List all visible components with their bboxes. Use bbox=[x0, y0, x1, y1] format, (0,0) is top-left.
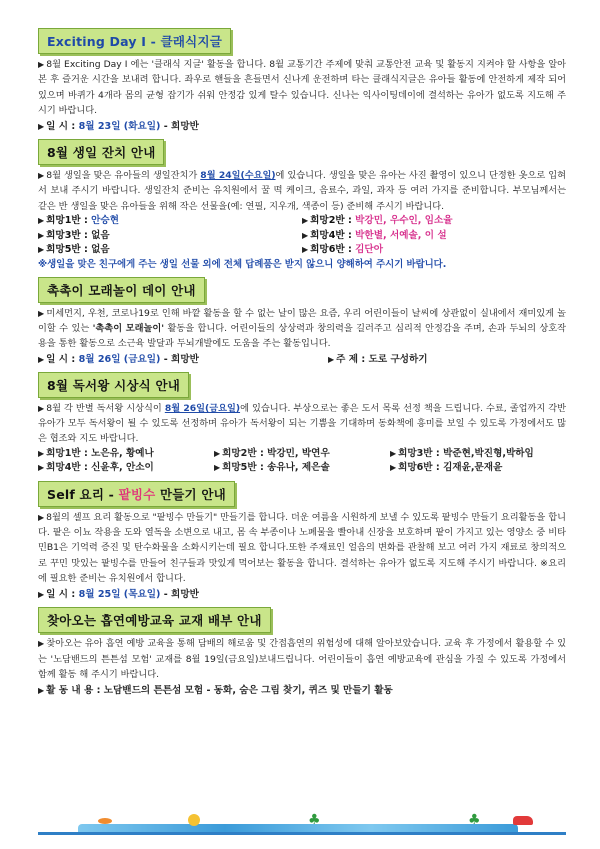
bullet-icon: ▶ bbox=[38, 448, 45, 458]
schedule-class: - 희망반 bbox=[163, 121, 199, 133]
list-item: ▶ 희망2반 : 박강민, 박연우 bbox=[213, 447, 330, 459]
section-reading-award bbox=[38, 372, 566, 476]
birthday-list bbox=[38, 214, 566, 258]
fish-icon bbox=[98, 818, 112, 824]
bullet-icon: ▶ bbox=[328, 354, 335, 364]
section-body: ▶ 8월 생일을 맞은 유아들의 생일잔치가 8월 24일(수요일)에 있습니다. 생일을 맞은 유아는 사진 촬영이 있으니 단정한 옷으로 입혀서 보내 주시기 바랍니다. 생일잔치 준비는 유치원에서 꿀 떡 케이크, 음료수, 과일, 과자 등 여러 가지를 준비합니다. 부모님께서는 같은 반 생일을 맞은 유아들을 위해 작은 선물을(예: 연필, 지우개, 색종이 등) 준비해 주시기 바랍니다. bbox=[38, 170, 566, 212]
birthday-note: ※생일을 맞은 친구에게 주는 생일 선물 외에 전체 답례품은 받지 않으니 양해하여 주시기 바랍니다. bbox=[38, 258, 447, 270]
car-icon bbox=[513, 816, 533, 825]
section-body: ▶ 미세먼지, 우천, 코로나19로 인해 바깥 활동을 할 수 없는 날이 많은 요즘, 우리 어린이들이 날씨에 상관없이 실내에서 재미있게 놀이할 수 있는 '촉촉이 모래놀이' 활동을 합니다. 어린이들의 상상력과 창의력을 길러주고 심리적 안정감을 주며, 손과 두뇌의 상호작용을 통한 활동으로 소근육 발달과 두뇌개발에도 도움을 주는 활동입니다. bbox=[38, 307, 567, 350]
list-item: ▶ 희망4반 : 신윤후, 안소이 bbox=[38, 462, 154, 474]
section-title: Exciting Day Ⅰ - 클래식지글 bbox=[38, 28, 231, 54]
bullet-icon: ▶ bbox=[302, 216, 309, 226]
section-self-cooking bbox=[38, 481, 566, 602]
bullet-icon: ▶ bbox=[38, 60, 45, 69]
bullet-icon: ▶ bbox=[38, 216, 45, 226]
list-item: ▶ 희망5반 : 없음 bbox=[38, 244, 110, 256]
bullet-icon: ▶ bbox=[38, 245, 45, 255]
schedule-date: 8월 26일 (금요일) bbox=[78, 353, 161, 365]
bullet-icon: ▶ bbox=[213, 463, 221, 473]
wave-icon bbox=[78, 824, 518, 832]
award-list bbox=[38, 447, 566, 476]
section-title: 8월 독서왕 시상식 안내 bbox=[38, 372, 189, 398]
newsletter-page bbox=[38, 28, 566, 703]
bullet-icon: ▶ bbox=[38, 354, 45, 364]
bullet-icon: ▶ bbox=[38, 463, 45, 473]
award-date: 8월 26일(금요일) bbox=[164, 402, 241, 414]
bullet-icon: ▶ bbox=[213, 448, 221, 458]
bullet-icon: ▶ bbox=[38, 171, 45, 181]
palm-tree-icon: ♣ bbox=[308, 812, 321, 828]
section-exciting-day bbox=[38, 28, 566, 134]
bullet-icon: ▶ bbox=[38, 230, 45, 240]
palm-tree-icon: ♣ bbox=[468, 812, 481, 828]
section-body: ▶ 8월 Exciting Day Ⅰ 에는 '클래식 지글' 활동을 합니다. 8월 교통기간 주제에 맞춰 교통안전 교육 및 활동지 지켜야 할 사항을 알아본 후 즐거운 시간을 보내려 합니다. 좌우로 핸들을 흔들면서 신나게 운전하며 타는 클래식지글은 유아들 활동에 안전하게 제작 되어 있으며 바퀴가 4개라 몸의 균형 잡기가 쉬워 안정감 있게 탈수 있습니다. 신나는 익사이팅데이에 결석하는 유아가 없도록 지도해 주시기 바랍니다. bbox=[38, 59, 566, 116]
section-title: 찾아오는 흡연예방교육 교재 배부 안내 bbox=[38, 607, 271, 633]
list-item: ▶ 희망2반 : 박강민, 우수인, 임소율 bbox=[302, 215, 453, 227]
bullet-icon: ▶ bbox=[389, 448, 397, 458]
sun-icon bbox=[188, 814, 200, 826]
schedule-line: ▶ 일 시 : 8월 26일 (금요일) - 희망반 ▶ 주 제 : 도로 구성하기 bbox=[38, 353, 428, 365]
schedule-line: ▶ 일 시 : 8월 23일 (화요일) - 희망반 bbox=[38, 121, 199, 133]
bullet-icon: ▶ bbox=[302, 245, 309, 255]
bullet-icon: ▶ bbox=[38, 686, 45, 696]
list-item: ▶ 희망1반 : 안승현 bbox=[38, 215, 119, 227]
activity-line: ▶ 활 동 내 용 : 노담밴드의 튼튼섬 모험 - 동화, 숨은 그림 찾기, 퀴즈 및 만들기 활동 bbox=[38, 685, 393, 697]
section-title: 8월 생일 잔치 안내 bbox=[38, 139, 164, 165]
schedule-line: ▶ 일 시 : 8월 25일 (목요일) - 희망반 bbox=[38, 589, 199, 601]
bullet-icon: ▶ bbox=[38, 639, 45, 649]
list-item: ▶ 희망5반 : 송유나, 제은솔 bbox=[213, 462, 330, 474]
list-item: ▶ 희망3반 : 박준현,박진형,박하임 bbox=[389, 447, 534, 459]
section-body: ▶ 8월의 셀프 요리 활동으로 "팥빙수 만들기" 만들기를 합니다. 더운 여름을 시원하게 보낼 수 있도록 팥빙수 만들기 요리활동을 합니다. 팥은 이뇨 작용을 도와 열독을 소변으로 내고, 몸 속 부종이나 노폐물을 빨아내 신장을 보호하며 팥이 가지고 있는 영양소 중 비타민B1은 기억력 증진 및 탄수화물을 소화시키는데 필요 합니다.또한 주재료인 얼음의 변화를 관찰해 보고 여러 가지 재료로 창의적으로 꾸민 맛있는 팥빙수를 만들어 친구들과 맛있게 먹어보는 활동을 합니다. 결석하는 유아가 없도록 지도해 주시기 바랍니다. ※요리에 필요한 준비는 유치원에서 합니다. bbox=[38, 511, 566, 585]
list-item: ▶ 희망4반 : 박한별, 서예솔, 이 설 bbox=[302, 229, 447, 241]
birthday-date: 8월 24일(수요일) bbox=[200, 170, 276, 182]
bullet-icon: ▶ bbox=[302, 230, 309, 240]
schedule-date: 8월 25일 (목요일) bbox=[78, 589, 161, 601]
schedule-date: 8월 23일 (화요일) bbox=[78, 121, 161, 133]
section-body: ▶ 찾아오는 유아 흡연 예방 교육을 통해 담배의 해로움 및 간접흡연의 위험성에 대해 알아보았습니다. 교육 후 가정에서 활용할 수 있는 '노담밴드의 튼튼섬 모험' 교재를 8월 19일(금요일)보내드립니다. 어린이들이 흡연 예방교육에 관심을 가질 수 있도록 가정에서 함께 활동 해 주시기 바랍니다. bbox=[38, 638, 566, 680]
bullet-icon: ▶ bbox=[38, 590, 45, 600]
bullet-icon: ▶ bbox=[38, 308, 45, 318]
bullet-icon: ▶ bbox=[389, 463, 397, 473]
list-item: ▶ 희망6반 : 김재윤,문재윤 bbox=[389, 462, 503, 474]
footer-decoration bbox=[38, 814, 566, 835]
bullet-icon: ▶ bbox=[38, 122, 45, 132]
section-title: Self 요리 - 팥빙수 만들기 안내 bbox=[38, 481, 235, 507]
list-item: ▶ 희망3반 : 없음 bbox=[38, 229, 110, 241]
schedule-topic: 도로 구성하기 bbox=[368, 353, 428, 365]
section-smoking-prevention bbox=[38, 607, 566, 698]
bullet-icon: ▶ bbox=[38, 403, 45, 413]
section-title: 촉촉이 모래놀이 데이 안내 bbox=[38, 277, 205, 303]
section-sand-play bbox=[38, 277, 566, 367]
list-item: ▶ 희망6반 : 김단아 bbox=[302, 244, 383, 256]
section-body: ▶ 8월 각 반별 독서왕 시상식이 8월 26일(금요일)에 있습니다. 부상으로는 좋은 도서 목록 선정 책을 드립니다. 수료, 졸업까지 각반 유아가 모두 독서왕이 될 수 있도록 선정하며 유아가 독서왕이 되는 기쁨을 기대하며 동화책에 흥미를 보일 수 있도록 가정에서도 많은 협조와 지도 바랍니다. bbox=[38, 402, 567, 445]
section-birthday bbox=[38, 139, 566, 272]
list-item: ▶ 희망1반 : 노은유, 황예나 bbox=[38, 447, 154, 459]
bullet-icon: ▶ bbox=[38, 512, 45, 522]
